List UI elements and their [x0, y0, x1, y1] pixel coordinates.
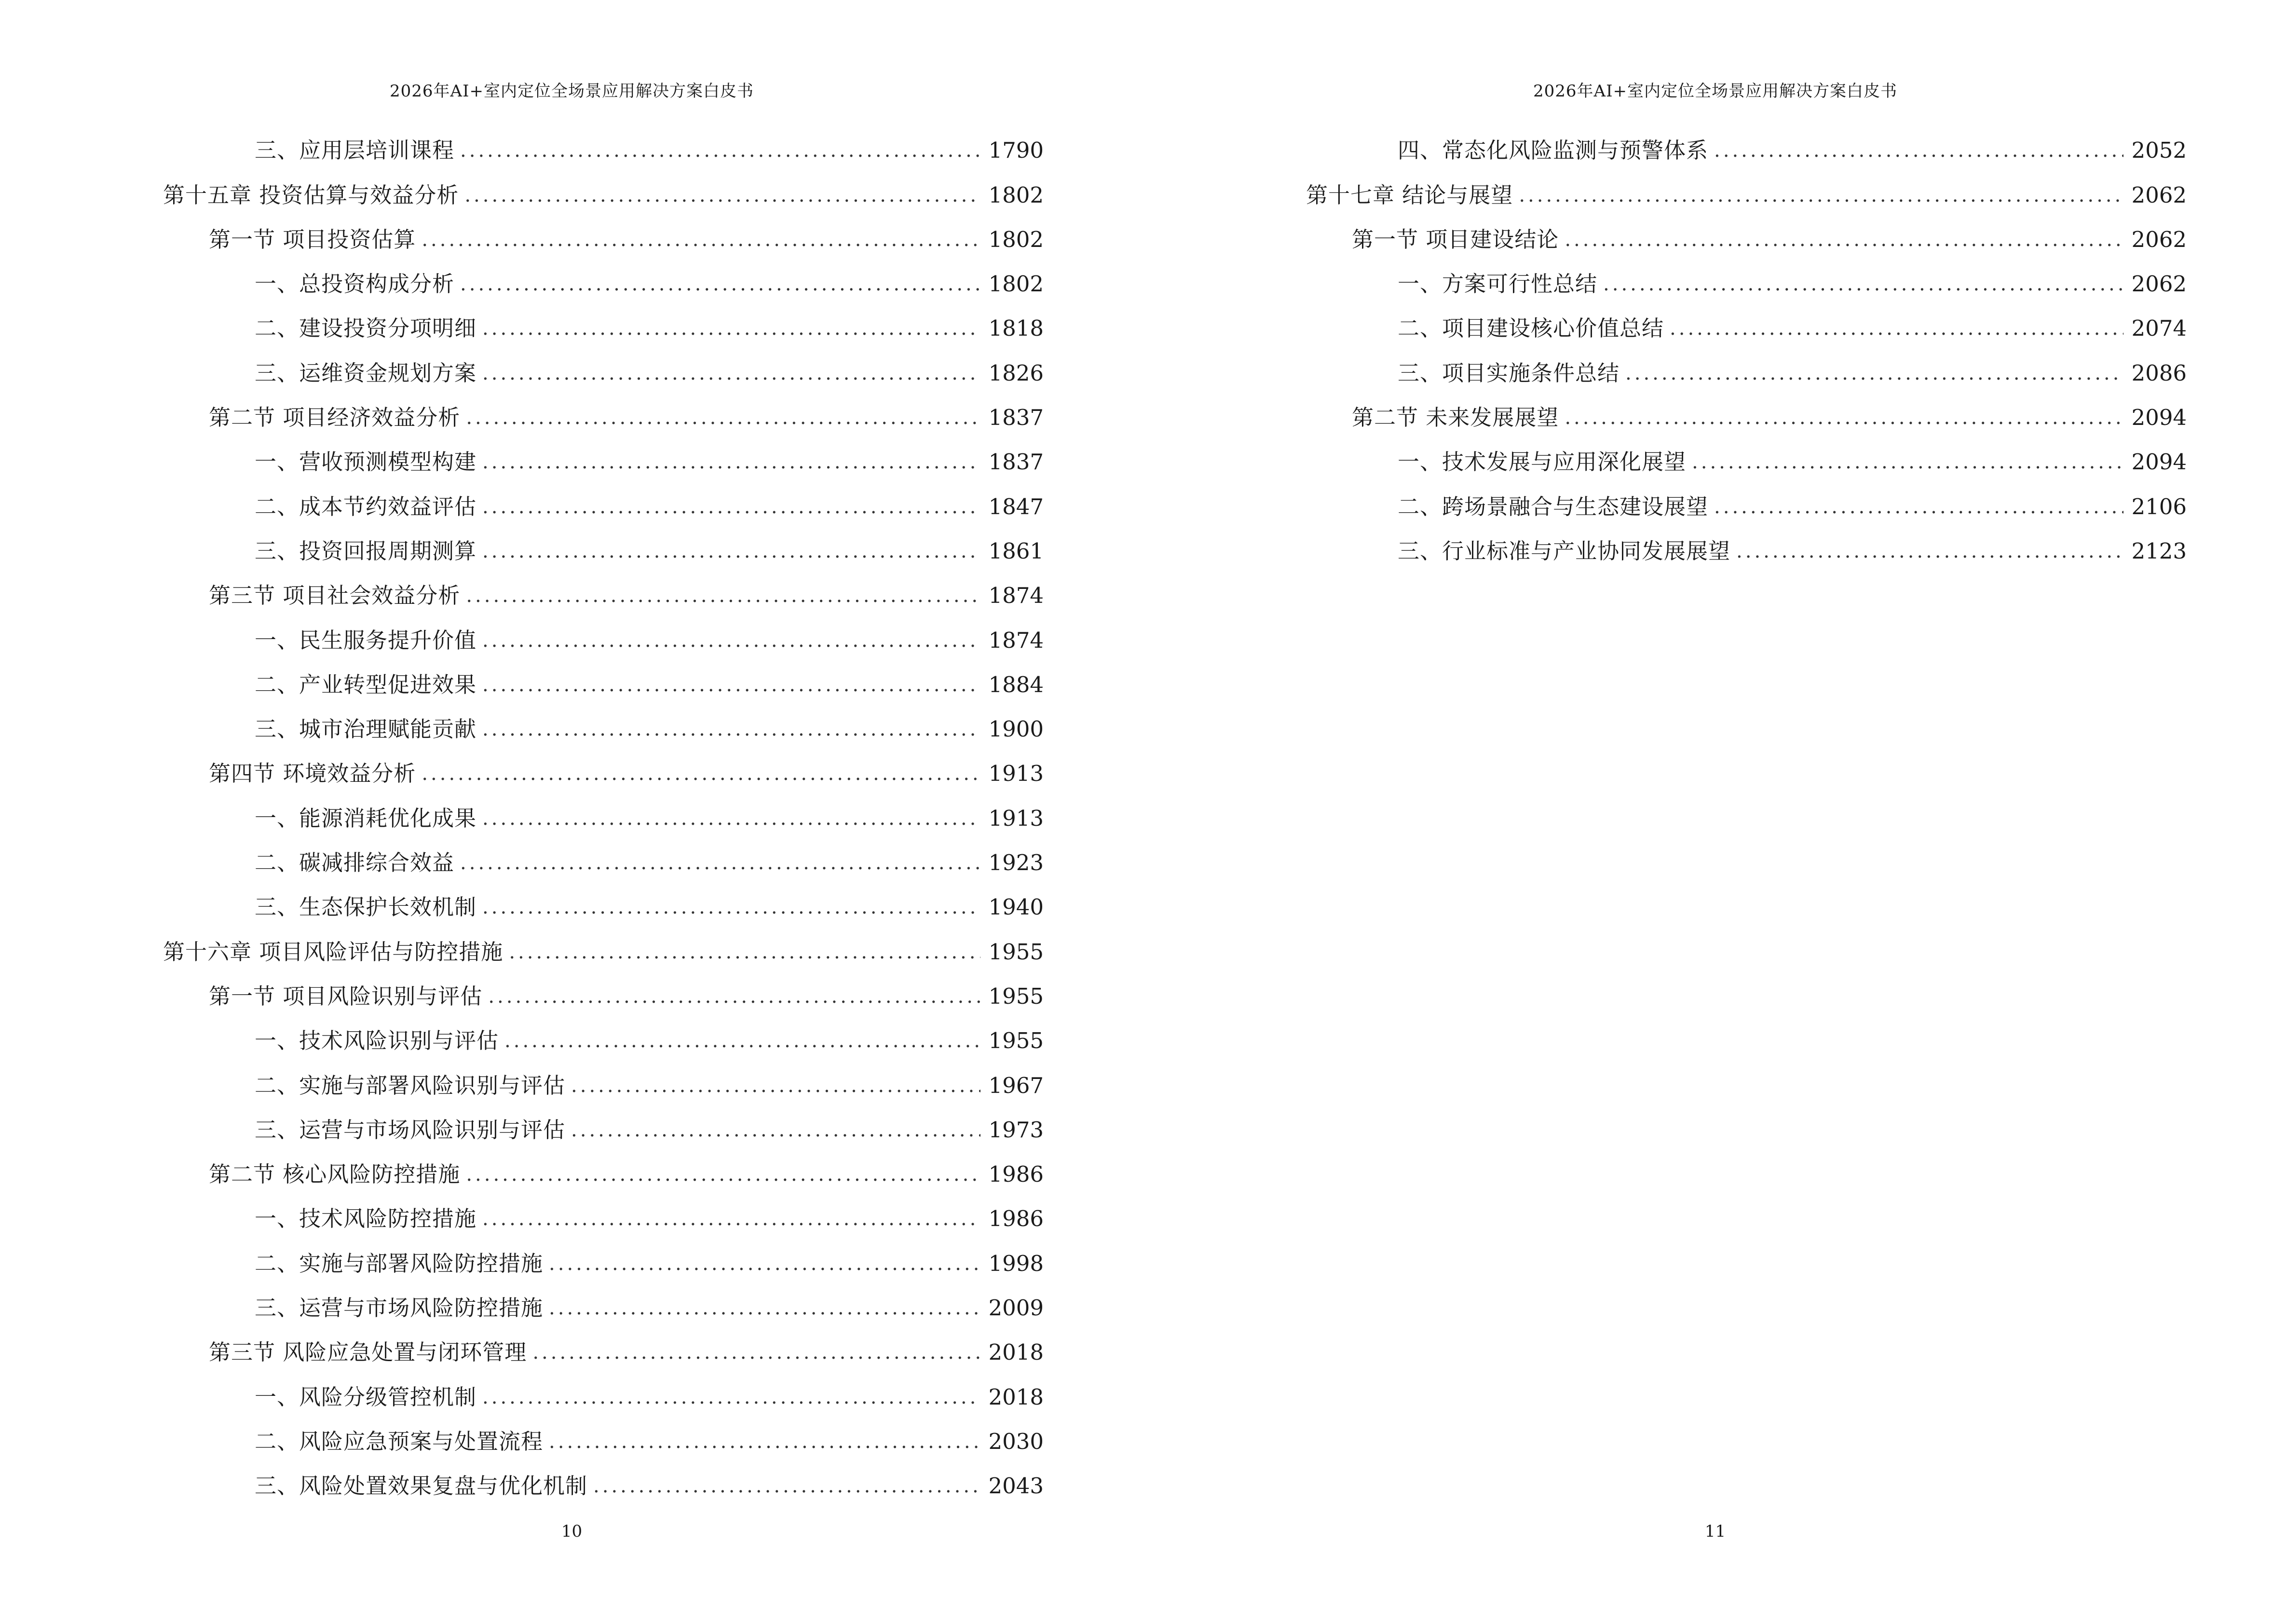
toc-entry[interactable]: [1306, 431, 2187, 476]
toc-list: [163, 120, 1044, 1500]
toc-entry-title: 二、跨场景融合与生态建设展望: [1398, 493, 1709, 519]
toc-entry[interactable]: [163, 387, 1044, 431]
toc-entry-title: 第一节 项目风险识别与评估: [209, 983, 483, 1009]
toc-entry-page: 1802: [988, 182, 1044, 208]
toc-leader-dots: [466, 1161, 980, 1188]
toc-entry[interactable]: [1306, 209, 2187, 253]
toc-page-right: [1144, 0, 2287, 1624]
toc-entry-page: 1874: [988, 627, 1044, 653]
toc-entry[interactable]: [163, 565, 1044, 609]
toc-entry[interactable]: [163, 476, 1044, 520]
toc-entry-title: 第二节 核心风险防控措施: [209, 1161, 461, 1187]
toc-entry[interactable]: [163, 921, 1044, 965]
toc-leader-dots: [482, 493, 980, 520]
toc-entry-page: 1874: [988, 583, 1044, 609]
toc-leader-dots: [504, 1027, 980, 1054]
toc-entry[interactable]: [163, 209, 1044, 253]
toc-entry-page: 2018: [988, 1339, 1044, 1365]
toc-entry[interactable]: [163, 787, 1044, 832]
toc-leader-dots: [571, 1117, 980, 1144]
toc-entry-page: 1802: [988, 271, 1044, 297]
toc-entry-title: 二、项目建设核心价值总结: [1398, 315, 1664, 341]
toc-entry[interactable]: [163, 164, 1044, 208]
toc-entry-page: 2009: [988, 1295, 1044, 1321]
toc-entry-title: 三、项目实施条件总结: [1398, 360, 1620, 386]
toc-entry-page: 1923: [988, 850, 1044, 876]
toc-entry[interactable]: [163, 520, 1044, 565]
toc-entry-title: 第二节 项目经济效益分析: [209, 405, 461, 431]
toc-entry-title: 二、风险应急预案与处置流程: [255, 1428, 544, 1454]
toc-leader-dots: [482, 360, 980, 387]
toc-entry[interactable]: [1306, 476, 2187, 520]
toc-leader-dots: [422, 226, 980, 253]
page-number: 10: [561, 1522, 583, 1541]
toc-leader-dots: [422, 760, 980, 787]
toc-entry-page: 1802: [988, 226, 1044, 252]
toc-entry[interactable]: [163, 1366, 1044, 1410]
page-number: 11: [1704, 1522, 1726, 1541]
toc-entry-title: 三、应用层培训课程: [255, 137, 455, 164]
toc-entry[interactable]: [163, 1411, 1044, 1455]
toc-entry-page: 1913: [988, 761, 1044, 787]
toc-leader-dots: [509, 939, 980, 966]
toc-leader-dots: [1736, 538, 2124, 565]
toc-entry-page: 1955: [988, 1028, 1044, 1054]
toc-entry-page: 2074: [2131, 315, 2187, 341]
toc-entry-title: 一、总投资构成分析: [255, 271, 455, 297]
toc-entry[interactable]: [163, 431, 1044, 476]
toc-entry-page: 2106: [2131, 493, 2187, 519]
toc-leader-dots: [466, 404, 980, 431]
toc-entry-page: 1861: [988, 538, 1044, 564]
toc-entry-page: 1973: [988, 1117, 1044, 1143]
toc-entry[interactable]: [1306, 298, 2187, 342]
toc-entry[interactable]: [163, 1232, 1044, 1277]
toc-list: [1306, 120, 2187, 565]
toc-entry-page: 2018: [988, 1384, 1044, 1410]
toc-entry[interactable]: [163, 876, 1044, 921]
toc-entry[interactable]: [163, 120, 1044, 164]
toc-entry[interactable]: [163, 1277, 1044, 1322]
toc-entry-title: 第一节 项目建设结论: [1352, 226, 1559, 252]
toc-entry-page: 1790: [988, 137, 1044, 164]
toc-entry-title: 三、投资回报周期测算: [255, 538, 477, 564]
toc-leader-dots: [488, 983, 980, 1010]
toc-entry-title: 第三节 风险应急处置与闭环管理: [209, 1339, 527, 1365]
toc-entry-title: 二、成本节约效益评估: [255, 493, 477, 519]
toc-entry-title: 二、实施与部署风险防控措施: [255, 1250, 544, 1276]
toc-entry-title: 一、技术风险防控措施: [255, 1206, 477, 1232]
toc-leader-dots: [1714, 137, 2124, 164]
toc-leader-dots: [549, 1250, 980, 1277]
toc-entry[interactable]: [1306, 120, 2187, 164]
toc-entry[interactable]: [163, 1455, 1044, 1500]
page-header: 2026年AI+室内定位全场景应用解决方案白皮书: [1533, 82, 1897, 101]
toc-leader-dots: [460, 137, 980, 164]
toc-leader-dots: [464, 182, 980, 209]
toc-entry-page: 2062: [2131, 271, 2187, 297]
toc-leader-dots: [482, 449, 980, 476]
toc-entry-title: 四、常态化风险监测与预警体系: [1398, 137, 1709, 164]
toc-leader-dots: [482, 671, 980, 698]
toc-entry-title: 第三节 项目社会效益分析: [209, 583, 461, 609]
toc-entry-page: 2094: [2131, 449, 2187, 475]
toc-leader-dots: [571, 1072, 980, 1099]
toc-entry-title: 第十七章 结论与展望: [1306, 182, 1513, 208]
toc-entry-page: 1955: [988, 939, 1044, 965]
toc-leader-dots: [532, 1339, 980, 1366]
toc-entry-page: 2123: [2131, 538, 2187, 564]
toc-entry-page: 1837: [988, 405, 1044, 431]
toc-leader-dots: [1625, 360, 2124, 387]
toc-entry-title: 二、实施与部署风险识别与评估: [255, 1072, 566, 1098]
toc-entry[interactable]: [163, 342, 1044, 386]
toc-leader-dots: [460, 849, 980, 876]
toc-leader-dots: [466, 582, 980, 609]
toc-entry[interactable]: [163, 654, 1044, 698]
toc-entry-page: 2086: [2131, 360, 2187, 386]
toc-entry-page: 2043: [988, 1473, 1044, 1499]
toc-entry-title: 二、碳减排综合效益: [255, 850, 455, 876]
toc-entry-title: 二、产业转型促进效果: [255, 671, 477, 697]
toc-leader-dots: [593, 1473, 980, 1500]
toc-entry-page: 1884: [988, 671, 1044, 697]
toc-leader-dots: [482, 716, 980, 743]
toc-leader-dots: [482, 627, 980, 654]
toc-entry-title: 第十五章 投资估算与效益分析: [163, 182, 459, 208]
toc-leader-dots: [460, 271, 980, 298]
toc-entry-page: 1900: [988, 716, 1044, 742]
toc-entry-title: 一、方案可行性总结: [1398, 271, 1598, 297]
toc-entry[interactable]: [163, 298, 1044, 342]
toc-entry-page: 1955: [988, 983, 1044, 1009]
toc-entry[interactable]: [1306, 520, 2187, 565]
toc-entry-title: 三、生态保护长效机制: [255, 894, 477, 920]
toc-entry[interactable]: [163, 966, 1044, 1010]
toc-entry-title: 三、运营与市场风险识别与评估: [255, 1117, 566, 1143]
toc-entry-title: 三、风险处置效果复盘与优化机制: [255, 1473, 588, 1499]
toc-leader-dots: [482, 538, 980, 565]
toc-leader-dots: [549, 1295, 980, 1322]
toc-entry-page: 1986: [988, 1206, 1044, 1232]
toc-entry-page: 1940: [988, 894, 1044, 920]
toc-entry[interactable]: [163, 698, 1044, 743]
toc-entry[interactable]: [163, 1188, 1044, 1232]
toc-entry-page: 2052: [2131, 137, 2187, 164]
toc-entry-title: 三、运维资金规划方案: [255, 360, 477, 386]
toc-entry[interactable]: [163, 832, 1044, 876]
toc-leader-dots: [482, 1384, 980, 1411]
toc-entry[interactable]: [1306, 387, 2187, 431]
toc-entry[interactable]: [163, 1099, 1044, 1144]
toc-leader-dots: [482, 1205, 980, 1232]
toc-leader-dots: [1692, 449, 2124, 476]
toc-entry[interactable]: [163, 1322, 1044, 1366]
toc-leader-dots: [1565, 404, 2124, 431]
toc-entry-title: 一、营收预测模型构建: [255, 449, 477, 475]
toc-entry[interactable]: [1306, 342, 2187, 386]
toc-entry[interactable]: [1306, 164, 2187, 208]
toc-entry[interactable]: [163, 1010, 1044, 1054]
toc-entry-title: 三、运营与市场风险防控措施: [255, 1295, 544, 1321]
toc-entry-page: 2062: [2131, 226, 2187, 252]
toc-entry-title: 第四节 环境效益分析: [209, 761, 416, 787]
toc-leader-dots: [1603, 271, 2124, 298]
toc-entry[interactable]: [163, 609, 1044, 654]
toc-entry-page: 2094: [2131, 405, 2187, 431]
toc-entry-title: 一、技术风险识别与评估: [255, 1028, 499, 1054]
toc-entry[interactable]: [163, 743, 1044, 787]
toc-leader-dots: [1670, 315, 2124, 342]
toc-entry[interactable]: [163, 1144, 1044, 1188]
toc-leader-dots: [482, 315, 980, 342]
toc-entry-page: 1818: [988, 315, 1044, 341]
toc-entry[interactable]: [163, 253, 1044, 298]
toc-entry-page: 1826: [988, 360, 1044, 386]
toc-entry-page: 1837: [988, 449, 1044, 475]
toc-entry-title: 一、风险分级管控机制: [255, 1384, 477, 1410]
toc-leader-dots: [1519, 182, 2124, 209]
toc-entry-title: 第二节 未来发展展望: [1352, 405, 1559, 431]
toc-leader-dots: [482, 805, 980, 832]
toc-entry-page: 1847: [988, 493, 1044, 519]
toc-entry-title: 一、能源消耗优化成果: [255, 805, 477, 831]
toc-entry-page: 1986: [988, 1161, 1044, 1187]
toc-leader-dots: [1714, 493, 2124, 520]
toc-entry-title: 第一节 项目投资估算: [209, 226, 416, 252]
toc-entry-title: 二、建设投资分项明细: [255, 315, 477, 341]
toc-leader-dots: [549, 1428, 980, 1455]
page-header: 2026年AI+室内定位全场景应用解决方案白皮书: [390, 82, 754, 101]
toc-entry-title: 三、城市治理赋能贡献: [255, 716, 477, 742]
toc-entry-title: 第十六章 项目风险评估与防控措施: [163, 939, 504, 965]
toc-entry-title: 一、民生服务提升价值: [255, 627, 477, 653]
toc-entry[interactable]: [1306, 253, 2187, 298]
toc-entry-title: 三、行业标准与产业协同发展展望: [1398, 538, 1731, 564]
toc-entry-page: 1913: [988, 805, 1044, 831]
toc-entry-page: 2030: [988, 1428, 1044, 1454]
toc-entry[interactable]: [163, 1054, 1044, 1099]
toc-entry-page: 1967: [988, 1072, 1044, 1098]
toc-entry-title: 一、技术发展与应用深化展望: [1398, 449, 1687, 475]
toc-leader-dots: [482, 894, 980, 921]
toc-entry-page: 2062: [2131, 182, 2187, 208]
toc-entry-page: 1998: [988, 1250, 1044, 1276]
toc-leader-dots: [1565, 226, 2124, 253]
